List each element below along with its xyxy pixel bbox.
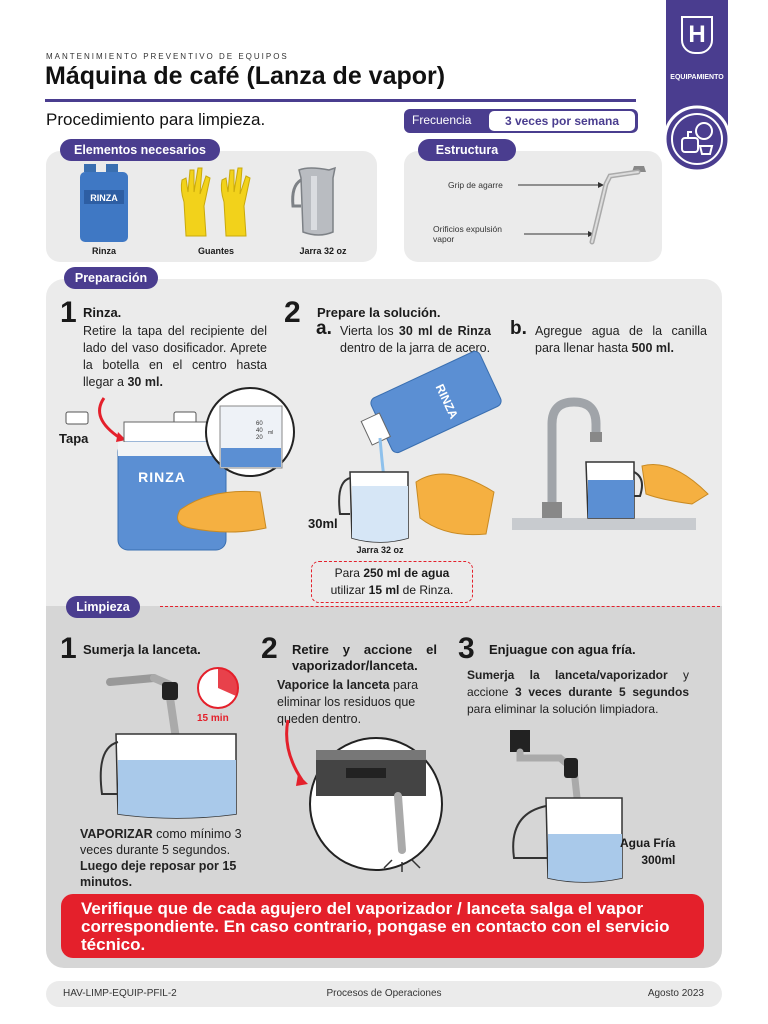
prep-step2a-text [340, 323, 491, 357]
note-text2: utilizar [330, 583, 369, 597]
prep-step2a-text2: dentro de la jarra de acero. [340, 341, 491, 355]
prep-step2b-letter: b. [510, 318, 527, 339]
faucet-fill-illustration [512, 394, 712, 534]
svg-text:20: 20 [256, 435, 263, 441]
limp-step1-text1: como mínimo 3 veces durante 5 segundos. [80, 827, 242, 857]
item-label-jarra: Jarra 32 oz [299, 246, 347, 256]
limp-step1-text [80, 826, 258, 890]
frequency-value: 3 veces por semana [489, 111, 635, 131]
limp-step2-title: Retire y accione el vaporizador/lanceta. [292, 642, 437, 673]
rinza-bottle-squeeze-illustration [60, 378, 300, 548]
prep-step2b-text [535, 323, 707, 357]
cleaning-badge-icon [662, 104, 732, 174]
warning-banner [61, 894, 704, 958]
prep-step2-number: 2 [284, 296, 301, 329]
svg-text:40: 40 [256, 428, 263, 434]
agua-fria-label [620, 835, 675, 869]
limpieza-title: Limpieza [66, 596, 140, 618]
limp-step3-title: Enjuague con agua fría. [489, 642, 636, 657]
steam-wand-diagram [510, 158, 650, 258]
page-title: Máquina de café (Lanza de vapor) [45, 62, 446, 90]
prep-step2-title: Prepare la solución. [317, 305, 441, 320]
note-text1: Para [334, 566, 364, 580]
limp-step2-bold: Vaporice la lanceta [277, 678, 390, 692]
svg-text:RINZA: RINZA [138, 469, 186, 485]
jarra-label: Jarra 32 oz [356, 545, 404, 555]
elementos-title: Elementos necesarios [60, 139, 220, 161]
svg-text:ml: ml [268, 430, 274, 436]
footer-date: Agosto 2023 [647, 988, 704, 999]
purge-wand-illustration [272, 710, 442, 880]
limp-step1-title: Sumerja la lanceta. [83, 642, 201, 657]
prep-step1-number: 1 [60, 296, 77, 329]
svg-text:RINZA: RINZA [432, 381, 461, 421]
agua-fria-text: Agua Fría [620, 836, 676, 850]
prep-step1-text-main: Retire la tapa del recipiente del lado del vaso dosificador. Aprete la botella en el centro hasta llegar a [83, 324, 267, 389]
footer-center: Procesos de Operaciones [326, 988, 442, 999]
svg-text:RINZA: RINZA [90, 193, 118, 203]
limp-step3-text2: para eliminar la solución limpiadora. [467, 702, 659, 716]
orificios-label: Orificios expulsión vapor [433, 224, 502, 244]
prep-step2a-letter: a. [316, 318, 332, 339]
prep-step2b-text1: Agregue agua de la canilla para llenar hasta [535, 324, 707, 355]
submerge-wand-illustration [96, 664, 276, 824]
prep-step2a-bold: 30 ml de Rinza [398, 324, 491, 338]
limp-step3-text1: y accione [467, 668, 689, 699]
prep-step2b-bold: 500 ml. [631, 341, 674, 355]
limp-step2-text-main: para eliminar los residuos que queden dentro. [277, 678, 419, 726]
steel-jug-icon [289, 166, 353, 238]
footer-code: HAV-LIMP-EQUIP-PFIL-2 [63, 988, 177, 999]
limp-step1-bold: VAPORIZAR [80, 827, 153, 841]
gloves-icon [176, 166, 256, 236]
limp-step1-number: 1 [60, 632, 77, 665]
logo-letter: H [688, 21, 706, 48]
estructura-title: Estructura [418, 139, 516, 161]
warning-text: Verifique que de cada agujero del vaporizador / lanceta salga el vapor correspondiente. En caso contrario, pongase en contacto con el servicio técnico. [81, 899, 670, 954]
header-kicker: MANTENIMIENTO PREVENTIVO DE EQUIPOS [46, 52, 289, 61]
rinza-bottle-icon [76, 164, 136, 242]
ml30-label: 30ml [308, 516, 338, 531]
prep-step2a-text1: Vierta los [340, 324, 399, 338]
limp-step3-bold1: Sumerja la lanceta/vaporizador [467, 668, 668, 682]
item-label-guantes: Guantes [197, 246, 234, 256]
limp-step3-bold2: 3 veces durante 5 segundos [515, 685, 689, 699]
hotel-logo [681, 16, 713, 54]
limp-step1-text2: Luego deje reposar por 15 minutos. [80, 859, 237, 889]
limp-step3-number: 3 [458, 632, 475, 665]
timer-label: 15 min [197, 713, 229, 724]
grip-label: Grip de agarre [448, 180, 503, 190]
title-underline [45, 99, 636, 102]
limp-step3-text [467, 667, 689, 718]
prep-step1-title: Rinza. [83, 305, 122, 320]
badge-label: EQUIPAMIENTO [670, 74, 724, 81]
page-subtitle: Procedimiento para limpieza. [46, 110, 266, 129]
agua-ml-text: 300ml [641, 853, 676, 867]
limp-step2-number: 2 [261, 632, 278, 665]
svg-text:60: 60 [256, 421, 263, 427]
preparacion-title: Preparación [64, 267, 158, 289]
item-label-rinza: Rinza [91, 246, 116, 256]
tapa-label: Tapa [59, 431, 89, 446]
note-text3: de Rinza. [399, 583, 454, 597]
prep-step1-text-bold: 30 ml. [127, 375, 163, 389]
note-bold2: 15 ml [368, 583, 400, 597]
limpieza-divider [160, 606, 720, 607]
pour-rinza-illustration [316, 362, 516, 552]
frequency-label: Frecuencia [412, 113, 472, 127]
dilution-note [311, 561, 473, 603]
note-bold1: 250 ml de agua [363, 566, 450, 580]
